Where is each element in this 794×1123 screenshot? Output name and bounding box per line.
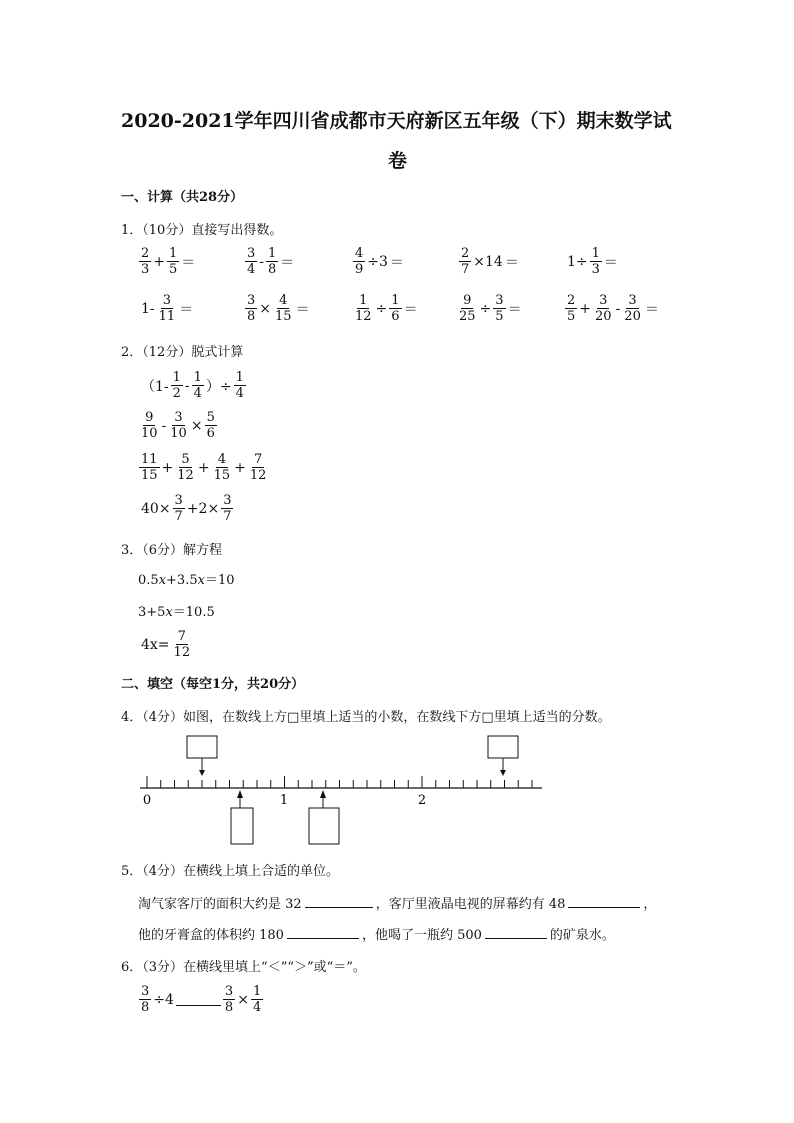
numerator: 3	[495, 293, 504, 308]
prefix: 4x=	[141, 636, 170, 653]
numerator: 1	[268, 246, 277, 261]
denominator: 4	[252, 1000, 262, 1015]
operator: +	[234, 459, 246, 476]
q3-equation-2	[138, 601, 215, 620]
unit-blank-4[interactable]	[485, 926, 547, 939]
numerator: 3	[174, 493, 183, 508]
denominator: 5	[495, 309, 504, 324]
sentence-part: 的矿泉水。	[549, 928, 615, 943]
equals: ＝	[295, 301, 310, 318]
operator: ÷	[375, 300, 388, 317]
numerator: 3	[628, 293, 637, 308]
numerator: 2	[567, 293, 576, 308]
operator: ×14	[473, 253, 503, 270]
numerator: 7	[253, 452, 263, 467]
denominator: 7	[174, 509, 183, 524]
denominator: 6	[206, 426, 215, 441]
q3-equation-3	[140, 629, 193, 660]
comparison-blank[interactable]	[176, 993, 221, 1006]
denominator: 10	[170, 426, 187, 441]
operator: ）÷	[205, 378, 232, 395]
denominator: 8	[268, 262, 277, 277]
numerator: 1	[169, 246, 178, 261]
numerator: 7	[177, 629, 186, 644]
operator: +	[197, 459, 210, 476]
q1-expr-3	[352, 246, 405, 277]
tick-label-0: 0	[142, 793, 152, 808]
numerator: 3	[224, 984, 234, 999]
denominator: 10	[141, 426, 158, 441]
unit-blank-1[interactable]	[305, 895, 373, 908]
prefix: 40×	[141, 500, 171, 517]
denominator: 12	[177, 468, 194, 483]
eq-part: 3+5	[138, 605, 166, 620]
numerator: 1	[359, 293, 368, 308]
numerator: 11	[141, 452, 158, 467]
question-4-stem: 4．（4分）如图，在数线上方□里填上适当的小数，在数线下方□里填上适当的分数。	[121, 710, 611, 725]
numerator: 3	[247, 246, 256, 261]
numerator: 2	[461, 246, 470, 261]
sentence-part: ，客厅里液晶电视的屏幕约有 48	[375, 897, 566, 912]
equals: ＝	[507, 301, 522, 318]
denominator: 15	[275, 309, 292, 324]
sentence-part: ，	[643, 897, 657, 912]
numerator: 1	[391, 293, 400, 308]
question-1-stem: 1．（10分）直接写出得数。	[121, 223, 283, 238]
numerator: 1	[193, 370, 202, 385]
answer-box-decimal-2[interactable]	[488, 736, 518, 758]
operator: ÷3	[367, 253, 388, 270]
numerator: 1	[235, 370, 244, 385]
answer-box-fraction-1[interactable]	[231, 808, 253, 844]
equals: ＝	[403, 301, 418, 318]
unit-blank-3[interactable]	[287, 926, 359, 939]
numerator: 9	[463, 293, 472, 308]
operator: -	[184, 377, 190, 394]
numerator: 5	[206, 410, 215, 425]
tick-label-1: 1	[279, 793, 289, 808]
numerator: 1	[172, 370, 181, 385]
sentence-part: ，他喝了一瓶约 500	[361, 928, 482, 943]
eq-part: ＝10	[204, 573, 235, 588]
section-heading-fill-blank: 二、填空（每空1分，共20分）	[121, 677, 305, 692]
arrowhead-icon	[500, 770, 506, 776]
equals: ＝	[603, 254, 618, 271]
numerator: 3	[247, 293, 256, 308]
q1-expr-4	[458, 246, 520, 277]
equals: ＝	[389, 254, 404, 271]
q6-comparison	[138, 984, 264, 1015]
denominator: 12	[249, 468, 267, 483]
q2-expr-4	[140, 493, 234, 524]
q5-line-1	[138, 893, 656, 912]
numerator: 3	[162, 293, 172, 308]
answer-box-fraction-2[interactable]	[309, 808, 339, 844]
operator: ÷	[479, 300, 492, 317]
denominator: 9	[355, 262, 364, 277]
numerator: 2	[141, 246, 150, 261]
operator: -	[615, 300, 621, 317]
denominator: 3	[141, 262, 150, 277]
q2-expr-2	[138, 410, 218, 441]
question-6-stem: 6．（3分）在横线里填上“＜”“＞”或“＝”。	[121, 960, 366, 975]
operator: ×	[259, 300, 272, 317]
prefix: 1÷	[567, 253, 588, 270]
numerator: 3	[141, 984, 150, 999]
variable-x: x	[165, 605, 173, 620]
unit-blank-2[interactable]	[568, 895, 640, 908]
operator: ÷4	[153, 991, 174, 1008]
operator: +2×	[186, 500, 220, 517]
sentence-part: 淘气家客厅的面积大约是 32	[138, 897, 302, 912]
denominator: 3	[591, 262, 600, 277]
numerator: 9	[145, 410, 154, 425]
number-line-ticks	[147, 776, 532, 788]
numerator: 4	[355, 246, 364, 261]
q1-expr-1	[138, 246, 196, 277]
operator: ×	[237, 991, 249, 1008]
operator: +	[579, 300, 592, 317]
prefix: （1-	[141, 378, 169, 395]
equals: ＝	[181, 254, 196, 271]
variable-x: x	[158, 573, 167, 588]
q1-expr-5	[566, 246, 619, 277]
denominator: 8	[247, 309, 256, 324]
denominator: 25	[459, 309, 476, 324]
numerator: 1	[252, 984, 262, 999]
q1-expr-9	[456, 293, 523, 324]
denominator: 20	[595, 309, 612, 324]
q5-line-2	[138, 924, 615, 943]
denominator: 8	[224, 1000, 234, 1015]
section-heading-calculation: 一、计算（共28分）	[121, 190, 244, 205]
eq-part: 0.5	[138, 573, 159, 588]
q1-expr-10	[564, 293, 660, 324]
denominator: 20	[624, 309, 641, 324]
operator: -	[259, 253, 265, 270]
numerator: 4	[217, 452, 226, 467]
equals: ＝	[644, 301, 659, 318]
denominator: 12	[173, 645, 191, 660]
denominator: 4	[193, 386, 202, 401]
q1-expr-6	[140, 293, 194, 324]
page-title-line2: 卷	[388, 150, 408, 172]
q1-expr-2	[244, 246, 295, 277]
eq-part: ＝10.5	[172, 605, 215, 620]
numerator: 4	[279, 293, 288, 308]
equals: ＝	[280, 254, 295, 271]
denominator: 2	[172, 386, 181, 401]
denominator: 4	[235, 386, 244, 401]
eq-part: +3.5	[166, 573, 198, 588]
denominator: 15	[141, 468, 158, 483]
denominator: 5	[567, 309, 576, 324]
variable-x: x	[197, 573, 205, 588]
denominator: 12	[355, 309, 372, 324]
q1-expr-8	[352, 293, 419, 324]
answer-box-decimal-1[interactable]	[187, 736, 217, 758]
number-line-diagram	[130, 730, 560, 848]
operator: -	[161, 417, 167, 434]
denominator: 5	[169, 262, 178, 277]
denominator: 11	[158, 309, 176, 324]
prefix: 1-	[141, 300, 155, 317]
question-5-stem: 5．（4分）在横线上填上合适的单位。	[121, 864, 340, 879]
denominator: 7	[461, 262, 470, 277]
denominator: 15	[213, 468, 231, 483]
arrowhead-icon	[199, 770, 205, 776]
operator: +	[153, 253, 166, 270]
numerator: 3	[223, 493, 232, 508]
denominator: 7	[223, 509, 232, 524]
equals: ＝	[504, 254, 519, 271]
numerator: 3	[599, 293, 608, 308]
question-3-stem: 3．（6分）解方程	[121, 543, 223, 558]
denominator: 4	[247, 262, 256, 277]
question-2-stem: 2．（12分）脱式计算	[121, 345, 244, 360]
denominator: 6	[391, 309, 400, 324]
q1-expr-7	[244, 293, 311, 324]
q2-expr-1	[140, 370, 247, 401]
denominator: 8	[141, 1000, 150, 1015]
equals: ＝	[179, 301, 194, 318]
q2-expr-3	[138, 452, 269, 483]
tick-label-2: 2	[417, 793, 427, 808]
page-title-line1: 2020-2021学年四川省成都市天府新区五年级（下）期末数学试	[121, 110, 672, 132]
sentence-part: 他的牙膏盒的体积约 180	[138, 928, 284, 943]
operator: +	[161, 459, 174, 476]
operator: ×	[190, 417, 203, 434]
q3-equation-1	[138, 569, 235, 588]
numerator: 1	[591, 246, 600, 261]
numerator: 3	[174, 410, 183, 425]
numerator: 5	[181, 452, 190, 467]
